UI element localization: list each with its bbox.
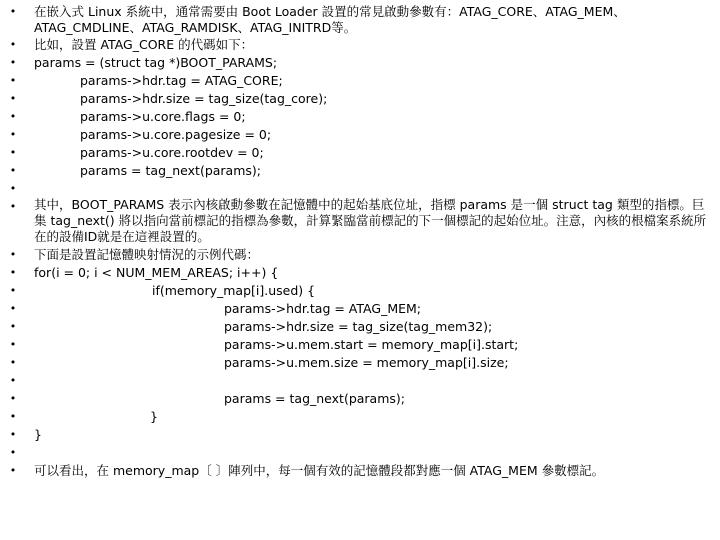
bullet-20 <box>9 395 17 403</box>
bullet-4 <box>9 77 17 85</box>
code-line: params->hdr.size = tag_size(tag_core); <box>80 91 328 106</box>
bullet-8 <box>9 149 17 157</box>
code-line: } <box>150 409 158 424</box>
code-line: params->hdr.tag = ATAG_CORE; <box>80 73 283 88</box>
code-line: params->u.mem.start = memory_map[i].start; <box>224 337 519 352</box>
code-line: } <box>34 427 42 442</box>
bullet-10 <box>9 185 17 193</box>
bullet-6 <box>9 113 17 121</box>
bullet-18 <box>9 359 17 367</box>
code-line: params = (struct tag *)BOOT_PARAMS; <box>34 55 278 70</box>
code-line: params->u.core.flags = 0; <box>80 109 246 124</box>
bullet-16 <box>9 323 17 331</box>
bullet-5 <box>9 95 17 103</box>
bullet-23 <box>9 449 17 457</box>
bullet-21 <box>9 413 17 421</box>
bullet-22 <box>9 431 17 439</box>
memory-example-intro: 下面是設置記憶體映射情況的示例代碼： <box>34 247 260 262</box>
intro-paragraph: 在嵌入式 Linux 系統中，通常需要由 Boot Loader 設置的常見啟動參數有：ATAG_CORE、ATAG_MEM、ATAG_CMDLINE、ATAG_RAMDISK、ATAG_INITRD等。 <box>34 4 626 35</box>
code-line: if(memory_map[i].used) { <box>152 283 316 298</box>
conclusion-paragraph: 可以看出，在 memory_map〔 〕陣列中，每一個有效的記憶體段都對應一個 ATAG_MEM 參數標記。 <box>34 463 605 478</box>
bullet-14 <box>9 287 17 295</box>
code-line: params = tag_next(params); <box>224 391 405 406</box>
bullet-15 <box>9 305 17 313</box>
bullet-17 <box>9 341 17 349</box>
bullet-12 <box>9 251 17 259</box>
code-line: params->u.core.pagesize = 0; <box>80 127 272 142</box>
bullet-9 <box>9 167 17 175</box>
code-line: params->u.mem.size = memory_map[i].size; <box>224 355 509 370</box>
bullet-7 <box>9 131 17 139</box>
example-intro: 比如，設置 ATAG_CORE 的代碼如下： <box>34 37 254 52</box>
bullet-1 <box>9 8 17 16</box>
bullet-11 <box>9 203 17 211</box>
bullet-3 <box>9 59 17 67</box>
bullet-13 <box>9 269 17 277</box>
explanation-paragraph: 其中，BOOT_PARAMS 表示內核啟動參數在記憶體中的起始基底位址，指標 params 是一個 struct tag 類型的指標。巨集 tag_next() 將以指向當前標記的指標為參數，計算緊臨當前標記的下一個標記的起始位址。注意，內核的根檔案系統所在的設備ID就是在這裡設置的。 <box>34 197 707 244</box>
code-line: params->hdr.size = tag_size(tag_mem32); <box>224 319 493 334</box>
code-line: params->hdr.tag = ATAG_MEM; <box>224 301 421 316</box>
code-line: params->u.core.rootdev = 0; <box>80 145 264 160</box>
bullet-24 <box>9 467 17 475</box>
bullet-2 <box>9 41 17 49</box>
bullet-19 <box>9 377 17 385</box>
code-line: for(i = 0; i < NUM_MEM_AREAS; i++) { <box>34 265 279 280</box>
code-line: params = tag_next(params); <box>80 163 261 178</box>
